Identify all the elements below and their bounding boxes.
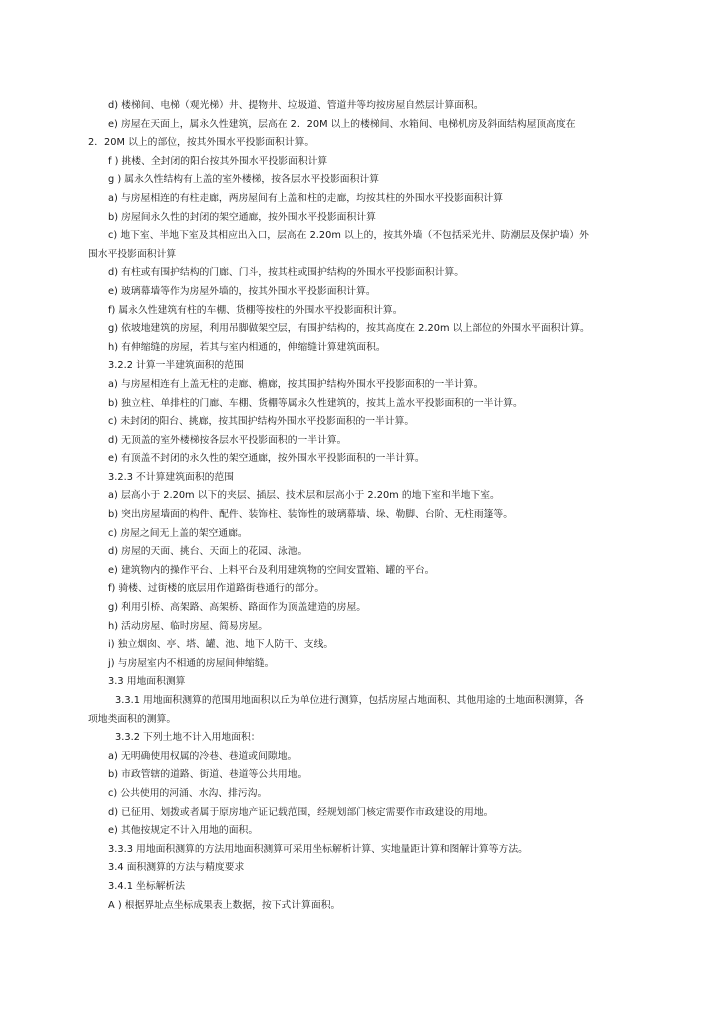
text-line: h) 有伸缩缝的房屋，若其与室内相通的，伸缩缝计算建筑面积。: [108, 341, 386, 353]
text-line: g ) 属永久性结构有上盖的室外楼梯，按各层水平投影面积计算: [108, 174, 379, 186]
text-line: c) 未封闭的阳台、挑廊，按其围护结构外围水平投影面积的一半计算。: [108, 416, 415, 428]
text-line: 3.3.1 用地面积测算的范围用地面积以丘为单位进行测算，包括房屋占地面积、其他用途的土地面积测算，各: [115, 695, 584, 706]
text-line: 3.4.1 坐标解析法: [108, 880, 186, 892]
text-line: a) 与房屋相连的有柱走廊，两房屋间有上盖和柱的走廊，均按其柱的外围水平投影面积计算: [108, 192, 504, 204]
text-line: A ) 根据界址点坐标成果表上数据，按下式计算面积。: [108, 899, 341, 911]
text-line: a) 层高小于 2.20m 以下的夹层、插层、技术层和层高小于 2.20m 的地下室和半地下室。: [108, 490, 500, 502]
text-line: f) 骑楼、过街楼的底层用作道路街巷通行的部分。: [108, 583, 325, 595]
text-line: c) 地下室、半地下室及其相应出入口，层高在 2.20m 以上的，按其外墙（不包括采光井、防潮层及保护墙）外: [108, 230, 589, 242]
text-line: 3.3.3 用地面积测算的方法用地面积测算可采用坐标解析计算、实地量距计算和图解计算等方法。: [108, 843, 528, 855]
text-line: d) 楼梯间、电梯（观光梯）井、提物井、垃圾道、管道井等均按房屋自然层计算面积。: [108, 100, 484, 111]
text-line: 3.3 用地面积测算: [108, 676, 186, 688]
text-line: b) 突出房屋墙面的构件、配件、装饰柱、装饰性的玻璃幕墙、垛、勒脚、台阶、无柱雨篷等。: [108, 509, 514, 521]
text-line: h) 活动房屋、临时房屋、简易房屋。: [108, 620, 269, 632]
text-line: e) 建筑物内的操作平台、上料平台及利用建筑物的空间安置箱、罐的平台。: [108, 564, 435, 576]
text-line: 3.3.2 下列土地不计入用地面积：: [115, 732, 261, 744]
text-line: f ) 挑楼、全封闭的阳台按其外围水平投影面积计算: [108, 155, 328, 167]
text-line: b) 房屋间永久性的封闭的架空通廊，按外围水平投影面积计算: [108, 211, 376, 223]
text-line: e) 玻璃幕墙等作为房屋外墙的，按其外围水平投影面积计算。: [108, 285, 376, 297]
text-line: e) 其他按规定不计入用地的面积。: [108, 825, 259, 837]
document-body: [88, 97, 636, 915]
text-line: a) 与房屋相连有上盖无柱的走廊、檐廊，按其围护结构外围水平投影面积的一半计算。: [108, 378, 484, 390]
text-line: i) 独立烟囱、亭、塔、罐、池、地下人防干、支线。: [108, 639, 334, 651]
text-line: f) 属永久性建筑有柱的车棚、货棚等按柱的外围水平投影面积计算。: [108, 304, 403, 316]
text-line: d) 有柱或有围护结构的门廊、门斗，按其柱或围护结构的外围水平投影面积计算。: [108, 267, 465, 279]
text-line: g) 依坡地建筑的房屋，利用吊脚做架空层，有围护结构的，按其高度在 2.20m 以上部位的外围水平面积计算。: [108, 323, 590, 335]
text-line: 3.2.3 不计算建筑面积的范围: [108, 471, 235, 483]
text-line: 2．20M 以上的部位，按其外围水平投影面积计算。: [88, 137, 315, 149]
text-line: 围水平投影面积计算: [88, 248, 177, 260]
text-line: d) 房屋的天面、挑台、天面上的花园、泳池。: [108, 546, 308, 558]
text-line: b) 市政管辖的道路、街道、巷道等公共用地。: [108, 769, 308, 781]
text-line: d) 无顶盖的室外楼梯按各层水平投影面积的一半计算。: [108, 434, 347, 446]
text-line: g) 利用引桥、高架路、高架桥、路面作为顶盖建造的房屋。: [108, 602, 367, 614]
text-line: j) 与房屋室内不相通的房屋间伸缩缝。: [108, 657, 275, 669]
text-line: d) 已征用、划拨或者属于原房地产证记载范围，经规划部门核定需要作市政建设的用地。: [108, 806, 494, 818]
text-line: b) 独立柱、单排柱的门廊、车棚、货棚等属永久性建筑的，按其上盖水平投影面积的一半计算。: [108, 397, 523, 409]
text-line: e) 房屋在天面上，属永久性建筑，层高在 2．20M 以上的楼梯间、水箱间、电梯机房及斜面结构屋顶高度在: [108, 118, 576, 130]
text-line: e) 有顶盖不封闭的永久性的架空通廊，按外围水平投影面积的一半计算。: [108, 453, 425, 465]
text-line: 3.4 面积测算的方法与精度要求: [108, 862, 245, 874]
text-line: c) 房屋之间无上盖的架空通廊。: [108, 527, 248, 539]
text-line: a) 无明确使用权属的冷巷、巷道或间隙地。: [108, 750, 298, 762]
text-line: 3.2.2 计算一半建筑面积的范围: [108, 360, 244, 372]
text-line: c) 公共使用的河涌、水沟、排污沟。: [108, 787, 268, 799]
text-line: 项地类面积的测算。: [88, 713, 177, 725]
